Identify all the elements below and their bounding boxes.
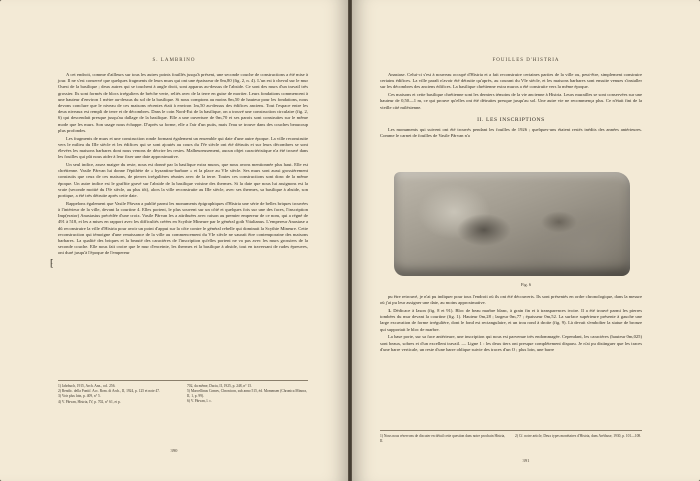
footnote-column: [515, 434, 642, 444]
paragraph: Les monuments qui suivent ont été trouvés pendant les fouilles de 1926 ; quelques-uns étaient restés inédits des années antérieures. Comme le carnet de fouilles de Vasile Pârvan n'a: [380, 127, 642, 139]
paragraph: Un seul indice, assez maigre du reste, nous est donné par la basilique extra muros, que nous avons mentionnée plus haut. Elle est chrétienne. Vasile Pârvan lui donne l'épithète de « byzantino-barbare » et la place au VIe siècle. Ses murs sont aussi grossièrement construits que ceux de ces maisons, de pierres irrégulières réunies avec de la terre. Toutes ces constructions sont donc de la même époque. Un autre indice est le graffite gravé sur l'abside de la basilique voisine des thermes. Si la date que nous lui assignons est la vraie (seconde moitié du IVe siècle, au plus tôt), alors la ville reconstruite au IIIe siècle, avec ses thermes, sa basilique à abside, son portique, a été très détruite après cette date.: [58, 162, 308, 199]
footnotes: [58, 380, 308, 405]
footnote: 1) Jahrbuch, 1915, Arch. Anz., col. 256.: [58, 384, 116, 388]
paragraph: Anastase. Celui-ci s'est à nouveau occupé d'Histria et a fait reconstruire certaines parties de la ville ou, peut-être, simplement construire certains édifices. La ville paraît n'avoir été détruite qu'après, au courant du VIe siècle, et les maisons barbares sont ensuite venues s'installer sur les décombres des anciens édifices. La basilique chrétienne extra muros a été construite vers la même époque.: [380, 72, 642, 90]
paragraph: Les fragments de murs et une construction ronde formant également un ensemble qui date d'une autre époque. La ville reconstruite vers le milieu du IIIe siècle et les édifices qui se sont ajoutés au cours du IVe siècle ont été détruits et sur leurs décombres se sont élevées les maisons barbares dont nous venons de décrire les restes. Malheureusement, aucun objet caractéristique n'a été trouvé dans les fouilles qui pût nous aider à leur fixer une date approximative.: [58, 135, 308, 160]
text-column-bottom: [380, 294, 642, 355]
paragraph: A cet endroit, comme d'ailleurs sur tous les autres points fouillés jusqu'à présent, une seconde couche de constructions a été mise à jour. Il ne s'est conservé que quelques fragments de leurs murs qui ont une épaisseur de 0m,80 (fig. 2, n. 4). L'un est à cheval sur le mur Ouest de la basilique ; deux autres qui se touchent à angle droit, sont apparus au-dessus de l'abside. Ce sont des murs d'un travail très grossier. Ils sont formés de blocs irréguliers de brèche verte, reliés avec de la terre en guise de mortier. Leurs fondations commencent à une hauteur d'environ 1 mètre au-dessus du sol de la basilique. Si nous comptons au moins 0m,50 de hauteur pour les fondations, nous devons conclure que le niveau de ces maisons récentes était à environ 1m,50 au-dessus des édifices anciens. Tout l'espace entre les deux niveaux est rempli de terre et de décombres. Dans le coin Nord-Est de la basilique, on a trouvé une construction circulaire (fig. 2, 6) qui descendait presque jusqu'au dallage de la basilique. Elle a une ouverture de 0m,70 et ses parois sont construites sur le même mode que les murs. Son usage nous échappe. D'après sa forme, elle a l'air d'un puits, mais l'eau se trouve dans des couches beaucoup plus profondes.: [58, 72, 308, 133]
right-page: [352, 0, 700, 481]
running-head: FOUILLES D'HISTRIA: [492, 58, 560, 63]
footnote: 5) Marcellinus Comes, Chronicon, sub anno 515, éd. Mommsen (Chronica Minora, II, 1, p. 99).: [187, 389, 307, 398]
footnote-column: [380, 434, 507, 444]
paragraph: Ces maisons et cette basilique chrétienne sont les derniers témoins de la vie ancienne à Histria. Leurs murailles se sont conservées sur une hauteur de 0,50—1 m, ce qui prouve qu'elles ont été détruites presque jusqu'au sol. Une autre vie ne recommença plus. Ce n'était fini de la vieille cité milésienne.: [380, 92, 642, 110]
footnotes: [380, 430, 642, 444]
text-column: [58, 72, 308, 258]
paragraph: Rappelons également que Vasile Pârvan a publié parmi les monuments épigraphiques d'Histria une série de belles briques trouvées à l'intérieur de la ville, devant la courtine 4. Elles portent, le plus souvent sur un côté et quelques fois sur une des faces, l'inscription Imp(erator) Anastasius précédée d'une croix. Vasile Pârvan les a attribuées avec raison au premier empereur de ce nom, qui a régné de 491 à 518, et les a mises en rapport avec les difficultés créées en Scythie Mineure par le général goth Vitalianus. L'empereur Anastase a dû reconstruire la ville d'Histria pour avoir un point d'appui sur la côte contre le général rebelle qui dominait la Scythie Mineure. Cette reconstruction qui témoigne d'une renaissance de la ville au commencement du VIe siècle ne saurait être contemporaine des maisons barbares. La qualité des briques et la beauté des caractères de l'inscription qu'elles portent ne va pas avec les murs grossiers de la seconde couche. Elle nous fait croire que le mur d'enceinte, les thermes et la basilique à abside, tout en traversant de rudes épreuves, ont duré jusqu'à l'époque de l'empereur: [58, 200, 308, 256]
footnote: 4) V. Pârvan, Histria, IV, p. 702, n° 61, et p.: [58, 399, 121, 404]
footnote: 1) Nous nous réservons de discuter en détail cette question dans notre prochain Histria, II.: [380, 434, 506, 443]
margin-bracket-mark: ⁅: [50, 258, 54, 268]
paragraph: La base porte, sur sa face antérieure, une inscription qui nous est parvenue très endommagée. Cependant, les caractères (hauteur 0m,025) sont beaux, sobres et d'un excellent travail. — Ligne 1 : les deux tiers ont presque complètement disparu. Je n'ai pu distinguer que les traces d'une barre verticale, un reste d'une barre oblique suivie des traces d'un O ; plus loin, une barre: [380, 334, 642, 352]
footnote: 2) Rendic. della Pontif. Acc. Rom. di Arch., II, 1924, p. 125 et note 47.: [58, 389, 161, 394]
entry-body: Dédicace à Iason (fig. 8 et 91). Bloc de beau marbre blanc, à grain fin et à transparences ivoire. Il a été trouvé parmi les pierres tombées du mur devant la courtine (fig. 1). Hauteur 0m,28 ; largeur 0m,77 ; épaisseur 0m,52. La surface supérieure présente à gauche une large excavation de forme irrégulière, dont le fond est rectangulaire, et un trou rond à droite (fig. 9). Là devait s'emboîter la statue de bronze qui supportait le bloc de marbre.: [380, 308, 642, 332]
inscription-stone-photo: [394, 172, 630, 276]
entry-number: 1.: [388, 308, 392, 313]
footnote: 702, du même, Dacia, II, 1925, p. 248, n° 15.: [187, 384, 253, 388]
paragraph: [380, 308, 642, 333]
page-number: 391: [522, 458, 530, 463]
footnote: 3) Voir plus loin, p. 409, n° 5.: [58, 394, 101, 399]
text-column-top: [380, 72, 642, 141]
footnote-column: [187, 384, 308, 405]
left-page: [0, 0, 348, 481]
footnote: 6) V. Pârvan, l. c.: [187, 398, 212, 403]
footnote: 2) Cf. notre article, Deux types monétaires d'Histria, dans Aréthuse, 1930, p. 101—108.: [515, 434, 642, 438]
stone-block-image: [394, 172, 630, 276]
paragraph: pu être retrouvé, je n'ai pu indiquer pour tous l'endroit où ils ont été découverts. Ils sont présentés en ordre chronologique, dans la mesure où j'ai pu leur assigner une date, au moins approximative.: [380, 294, 642, 306]
page-number: 390: [170, 448, 178, 453]
section-title: II. LES INSCRIPTIONS: [477, 116, 545, 123]
running-head: S. LAMBRINO: [152, 58, 196, 63]
figure-caption: Fig. 6: [520, 282, 532, 287]
footnote-column: [58, 384, 179, 405]
